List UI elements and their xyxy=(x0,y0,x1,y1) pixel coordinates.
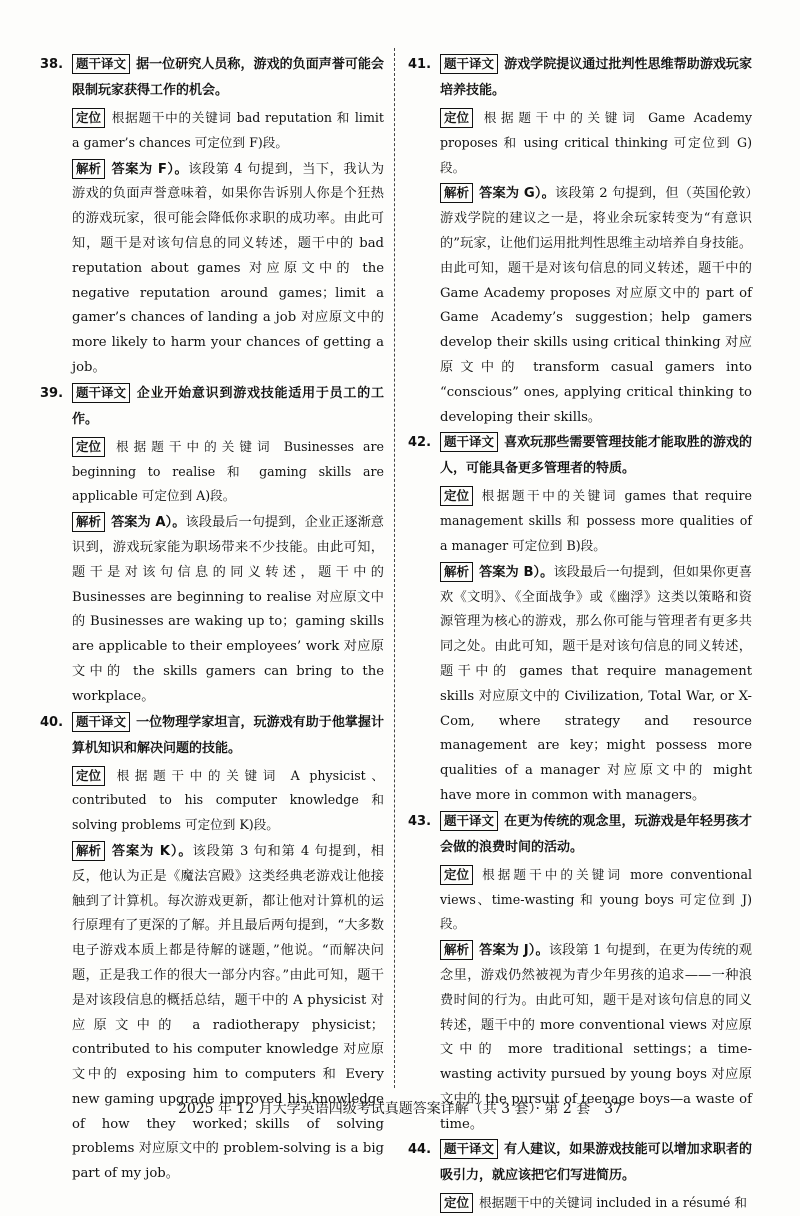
right-column xyxy=(408,52,752,1216)
question-title: 企业开始意识到游戏技能适用于员工的工作。 xyxy=(72,385,384,427)
left-column xyxy=(40,52,384,1187)
question-number: 43. xyxy=(408,813,432,829)
dingwei-block xyxy=(72,106,384,156)
question-44 xyxy=(408,1137,752,1216)
question-number: 40. xyxy=(40,714,64,730)
dingwei-tag: 定位 xyxy=(72,437,105,457)
answer-text: 答案为 F）。 xyxy=(111,161,189,177)
dingwei-tag: 定位 xyxy=(440,486,473,506)
jiexi-text: 该段第 4 句提到，当下，我认为游戏的负面声誉意味着，如果你告诉别人你是个狂热的游戏玩家，很可能会降低你求职的成功率。由此可知，题干是对该句信息的同义转述，题干中的 bad reputation about games 对应原文中的 the negative reputation around games；limit a gamer’s chances of landing a job 对应原文中的 more likely to harm your chances of getting a job。 xyxy=(72,161,385,375)
tigan-tag: 题干译文 xyxy=(440,1139,498,1159)
question-number: 39. xyxy=(40,385,64,401)
dingwei-text: 根据题干中的关键词 bad reputation 和 limit a gamer’s chances 可定位到 F)段。 xyxy=(72,110,384,150)
jiexi-block xyxy=(72,840,384,1187)
jiexi-tag: 解析 xyxy=(72,841,105,861)
dingwei-tag: 定位 xyxy=(72,108,105,128)
page-footer: 2025 年 12 月大学英语四级考试真题答案详解（共 3 套）· 第 2 套 37 xyxy=(177,1101,623,1117)
question-number: 38. xyxy=(40,57,64,72)
jiexi-block xyxy=(72,158,384,381)
question-41 xyxy=(408,52,752,430)
dingwei-block xyxy=(72,435,384,509)
jiexi-tag: 解析 xyxy=(440,183,473,203)
dingwei-block xyxy=(440,106,752,180)
answer-text: 答案为 J）。 xyxy=(479,943,549,959)
jiexi-block xyxy=(72,511,384,709)
jiexi-block xyxy=(440,182,752,430)
dingwei-text: 根据题干中的关键词 more conventional views、time-wasting 和 young boys 可定位到 J)段。 xyxy=(440,866,752,932)
tigan-tag: 题干译文 xyxy=(440,811,498,831)
answer-text: 答案为 A）。 xyxy=(111,515,186,531)
jiexi-text: 该段第 3 句和第 4 句提到，相反，他认为正是《魔法宫殿》这类经典老游戏让他接触到了计算机。每次游戏更新，都让他对计算机的运行原理有了更深的了解。并且最后两句提到，“大多数电子游戏本质上都是待解的谜题，”他说。“而解决问题，正是我工作的很大一部分内容。”由此可知，题干是对该段信息的概括总结，题干中的 A physicist 对应原文中的 a radiotherapy physicist；contributed to his computer knowledge 对应原文中的 exposing him to computers 和 Every new gaming upgrade improved his knowledge of how they worked；skills of solving problems 对应原文中的 problem-solving is a big part of my job。 xyxy=(72,843,384,1182)
jiexi-text: 该段第 1 句提到，在更为传统的观念里，游戏仍然被视为青少年男孩的追求——一种浪费时间的行为。由此可知，题干是对该句信息的同义转述，题干中的 more conventional views 对应原文中的 more traditional settings；a time-wasting activity pursued by young boys 对应原文中的 the pursuit of teenage boys—a waste of time。 xyxy=(440,943,752,1132)
tigan-tag: 题干译文 xyxy=(440,432,498,452)
answer-text: 答案为 K）。 xyxy=(111,843,193,859)
question-43 xyxy=(408,809,752,1138)
question-number: 42. xyxy=(408,435,432,451)
dingwei-block xyxy=(440,484,752,558)
dingwei-text: 根据题干中的关键词 games that require management skills 和 possess more qualities of a manager 可定位到 B)段。 xyxy=(440,488,752,553)
question-title: 喜欢玩那些需要管理技能才能取胜的游戏的人，可能具备更多管理者的特质。 xyxy=(440,435,752,477)
dingwei-tag: 定位 xyxy=(72,766,105,786)
dingwei-tag: 定位 xyxy=(440,108,473,128)
tigan-tag: 题干译文 xyxy=(440,54,498,74)
dingwei-block xyxy=(72,764,384,838)
jiexi-tag: 解析 xyxy=(72,159,105,179)
dingwei-text: 根据题干中的关键词 included in a résumé 和 xyxy=(479,1195,747,1211)
dingwei-text: 根据题干中的关键词 Businesses are beginning to realise 和 gaming skills are applicable 可定位到 A)段。 xyxy=(72,438,384,504)
dingwei-tag: 定位 xyxy=(440,865,473,885)
tigan-tag: 题干译文 xyxy=(72,54,130,74)
jiexi-block xyxy=(440,561,752,809)
tigan-tag: 题干译文 xyxy=(72,712,130,732)
jiexi-tag: 解析 xyxy=(72,512,105,532)
question-38 xyxy=(40,52,384,381)
jiexi-text: 该段最后一句提到，企业正逐渐意识到，游戏玩家能为职场带来不少技能。由此可知，题干是对该句信息的同义转述，题干中的 Businesses are beginning to realise 对应原文中的 Businesses are waking up to；gaming skills are applicable to their employees’ work 对应原文中的 the skills gamers can bring to the workplace。 xyxy=(72,515,384,704)
dingwei-text: 根据题干中的关键词 A physicist、contributed to his computer knowledge 和 solving problems 可定位到 K)段。 xyxy=(72,767,384,833)
question-42 xyxy=(408,430,752,808)
question-39 xyxy=(40,381,384,710)
jiexi-tag: 解析 xyxy=(440,940,473,960)
question-title: 在更为传统的观念里，玩游戏是年轻男孩才会做的浪费时间的活动。 xyxy=(440,813,752,855)
question-title: 一位物理学家坦言，玩游戏有助于他掌握计算机知识和解决问题的技能。 xyxy=(72,714,384,756)
dingwei-block xyxy=(440,1191,752,1216)
question-title: 据一位研究人员称，游戏的负面声誉可能会限制玩家获得工作的机会。 xyxy=(72,57,384,98)
question-title: 游戏学院提议通过批判性思维帮助游戏玩家培养技能。 xyxy=(440,57,752,98)
question-number: 44. xyxy=(408,1142,432,1158)
answer-text: 答案为 B）。 xyxy=(479,564,554,580)
jiexi-text: 该段最后一句提到，但如果你更喜欢《文明》、《全面战争》或《幽浮》这类以策略和资源管理为核心的游戏，那么你可能与管理者有更多共同之处。由此可知，题干是对该句信息的同义转述，题干中的 games that require management skills 对应原文中的 Civilization, Total War, or X-Com, where strategy and resource management are key；might possess more qualities of a manager 对应原文中的 might have more in common with managers。 xyxy=(440,564,753,803)
question-number: 41. xyxy=(408,57,432,72)
jiexi-text: 该段第 2 句提到，但（英国伦敦）游戏学院的建议之一是，将业余玩家转变为“有意识的”玩家，让他们运用批判性思维主动培养自身技能。由此可知，题干是对该句信息的同义转述，题干中的 Game Academy proposes 对应原文中的 part of Game Academy’s suggestion；help gamers develop their skills using critical thinking 对应原文中的 transform casual gamers into “conscious” ones, applying critical thinking to developing their skills。 xyxy=(440,186,752,425)
jiexi-tag: 解析 xyxy=(440,562,473,582)
question-title: 有人建议，如果游戏技能可以增加求职者的吸引力，就应该把它们写进简历。 xyxy=(440,1142,752,1184)
dingwei-text: 根据题干中的关键词 Game Academy proposes 和 using critical thinking 可定位到 G)段。 xyxy=(440,110,752,175)
dingwei-tag: 定位 xyxy=(440,1193,473,1213)
tigan-tag: 题干译文 xyxy=(72,383,130,403)
answer-text: 答案为 G）。 xyxy=(479,186,555,202)
dingwei-block xyxy=(440,863,752,937)
column-divider xyxy=(394,48,395,1088)
